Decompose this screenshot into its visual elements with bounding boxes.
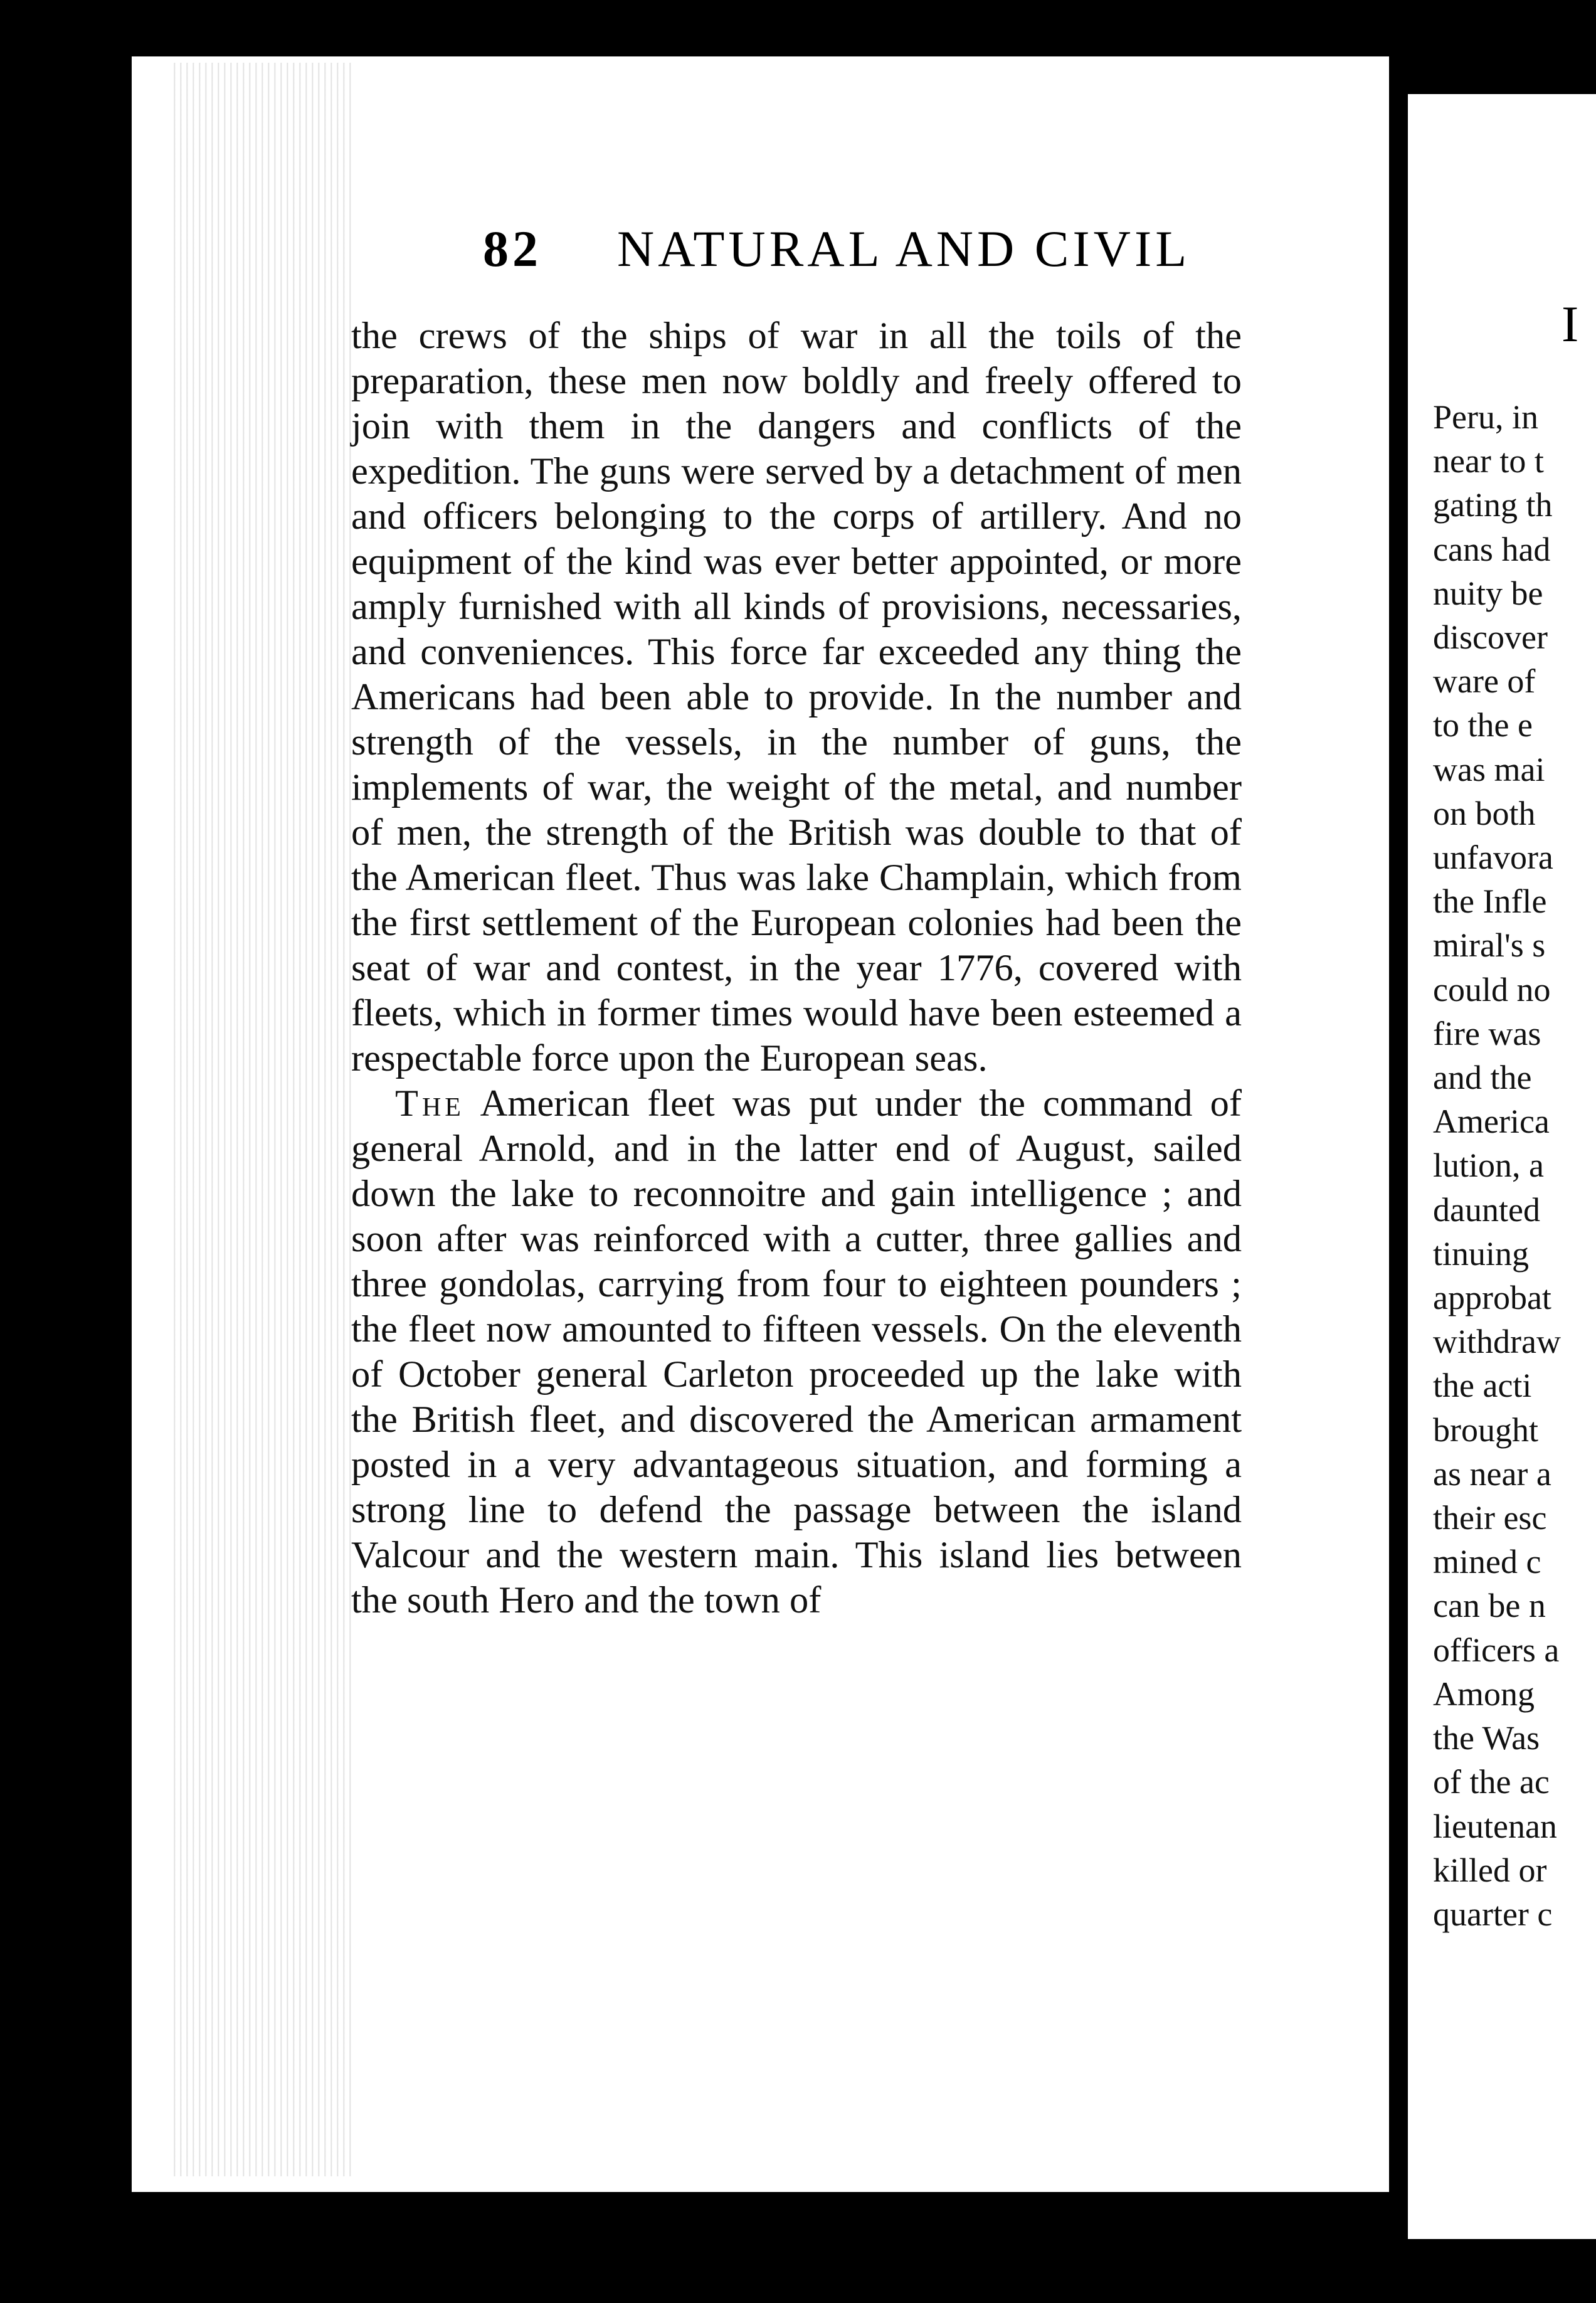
page-number: 82	[483, 220, 542, 277]
line-fragment: gating th	[1433, 486, 1553, 524]
line-fragment: near to t	[1433, 442, 1544, 480]
line-fragment: could no	[1433, 970, 1551, 1009]
line-fragment: unfavora	[1433, 839, 1553, 877]
line-fragment: Among	[1433, 1675, 1535, 1713]
line-fragment: was mai	[1433, 750, 1545, 788]
line-fragment: killed or	[1433, 1851, 1547, 1889]
line-fragment: of the ac	[1433, 1763, 1550, 1801]
line-fragment: the acti	[1433, 1367, 1532, 1405]
line-fragment: cans had	[1433, 530, 1551, 568]
line-fragment: nuity be	[1433, 574, 1543, 612]
line-fragment: can be n	[1433, 1587, 1546, 1625]
running-head	[351, 220, 1242, 314]
right-running-head: I	[1562, 295, 1579, 352]
line-fragment: and the	[1433, 1059, 1532, 1097]
line-fragment: brought	[1433, 1411, 1538, 1449]
left-page-text	[351, 220, 1242, 1623]
line-fragment: withdraw	[1433, 1323, 1561, 1361]
line-fragment: quarter c	[1433, 1895, 1553, 1933]
line-fragment: approbat	[1433, 1279, 1551, 1317]
line-fragment: the Was	[1433, 1719, 1540, 1757]
paragraph-2-text: American fleet was put under the command of general Arnold, and in the latter end of August, sailed down the lake to reconnoitre and gain intelligence ; and soon after was reinforced with a cutter, three gallies and three gondolas, carrying from four to eighteen pounders ; the fleet now amounted to fifteen vessels. On the eleventh of October general Carleton proceeded up the lake with the British fleet, and discovered the American armament posted in a very advantageous situation, and forming a strong line to defend the passage between the island Valcour and the western main. This island lies between the south Hero and the town of	[351, 1083, 1242, 1621]
book-gutter	[1389, 82, 1408, 2239]
right-page-text	[1433, 395, 1561, 1936]
line-fragment: officers a	[1433, 1631, 1560, 1669]
line-fragment: discover	[1433, 618, 1548, 657]
page-edges	[169, 63, 351, 2176]
line-fragment: fire was	[1433, 1014, 1541, 1052]
line-fragment: to the e	[1433, 706, 1533, 744]
line-fragment: lieutenan	[1433, 1807, 1557, 1845]
line-fragment: America	[1433, 1103, 1550, 1141]
line-fragment: tinuing	[1433, 1234, 1530, 1273]
line-fragment: daunted	[1433, 1190, 1540, 1229]
line-fragment: their esc	[1433, 1499, 1547, 1537]
paragraph-1: the crews of the ships of war in all the toils of the preparation, these men now boldly and freely offered to join with them in the dangers and conflicts of the expedition. The guns were served by a detachment of men and officers belonging to the corps of artillery. And no equipment of the kind was ever better appointed, or more amply furnished with all kinds of provisions, necessaries, and conveniences. This force far exceeded any thing the Americans had been able to provide. In the number and strength of the vessels, in the number of guns, the implements of war, the weight of the metal, and number of men, the strength of the British was double to that of the American fleet. Thus was lake Champlain, which from the first settlement of the European colonies had been the seat of war and contest, in the year 1776, covered with fleets, which in former times would have been esteemed a respectable force upon the European seas.	[351, 315, 1242, 1079]
line-fragment: mined c	[1433, 1543, 1541, 1581]
paragraph-2-lead: The	[395, 1083, 465, 1125]
line-fragment: lution, a	[1433, 1146, 1544, 1185]
line-fragment: ware of	[1433, 662, 1536, 701]
line-fragment: the Infle	[1433, 882, 1547, 921]
line-fragment: as near a	[1433, 1454, 1551, 1493]
line-fragment: Peru, in	[1433, 398, 1538, 436]
paragraph-2	[351, 1081, 1242, 1623]
running-head-title: NATURAL AND CIVIL	[617, 220, 1191, 277]
right-page	[1408, 94, 1596, 2239]
line-fragment: miral's s	[1433, 926, 1546, 965]
line-fragment: on both	[1433, 794, 1536, 832]
